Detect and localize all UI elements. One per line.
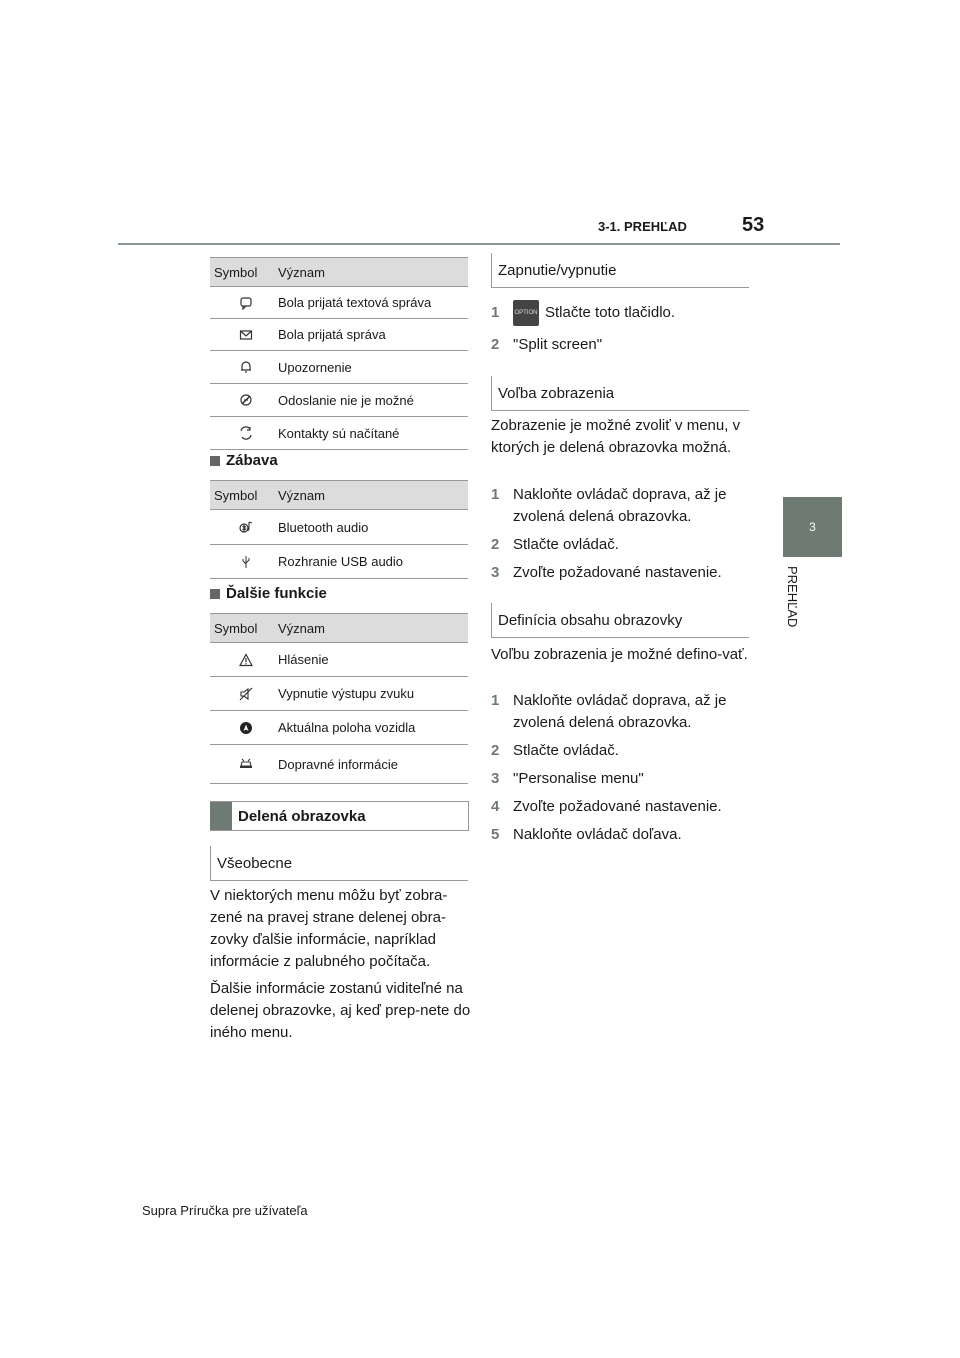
general-title: Všeobecne xyxy=(210,846,468,880)
step xyxy=(491,562,753,584)
zabava-heading xyxy=(210,452,278,469)
bullet-square xyxy=(210,589,220,599)
chapter-tab-label xyxy=(782,566,802,656)
general-paragraph-1: V niektorých menu môžu byť zobra-zené na pravej strane delenej obra-zovky ďalšie informácie, napríklad informácie z palubného počítača. xyxy=(210,887,448,970)
on-off-subsection xyxy=(491,253,749,288)
step-number: 4 xyxy=(491,798,500,815)
messages-symbol-table xyxy=(210,257,468,450)
row-text: Odoslanie nie je možné xyxy=(278,392,414,408)
table-row xyxy=(210,384,468,417)
step xyxy=(491,768,753,790)
symbol-column-header: Symbol xyxy=(214,264,258,280)
row-text: Kontakty sú načítané xyxy=(278,425,400,441)
speech-bubble-icon xyxy=(239,296,253,310)
screen-content-subsection xyxy=(491,603,749,638)
footer-text: Supra Príručka pre užívateľa xyxy=(142,1203,308,1218)
step xyxy=(491,824,753,846)
symbol-column-header: Symbol xyxy=(214,487,258,503)
bullet-square xyxy=(210,456,220,466)
step xyxy=(491,534,753,556)
row-text: Bola prijatá správa xyxy=(278,327,386,342)
screen-content-steps xyxy=(491,690,753,846)
option-button[interactable]: OPTION xyxy=(513,300,539,326)
table-row xyxy=(210,545,468,579)
row-text: Vypnutie výstupu zvuku xyxy=(278,686,415,701)
symbol-column-header: Symbol xyxy=(214,620,258,636)
step-number: 5 xyxy=(491,826,500,843)
section-title: 3-1. PREHĽAD xyxy=(598,219,687,234)
step-text: Stlačte ovládač. xyxy=(513,742,619,759)
table-header xyxy=(210,480,468,510)
envelope-icon xyxy=(239,328,253,342)
on-off-step-2 xyxy=(491,334,753,356)
table-row xyxy=(210,677,468,711)
step-number: 1 xyxy=(491,692,500,709)
chapter-tab-label-text: PREHĽAD xyxy=(785,566,800,628)
row-text: Hlásenie xyxy=(278,652,329,667)
table-row xyxy=(210,510,468,545)
view-selection-paragraph: Zobrazenie je možné zvoliť v menu, v ktorých je delená obrazovka možná. xyxy=(491,417,741,456)
dalsie-funkcie-heading xyxy=(210,585,327,602)
screen-content-paragraph: Voľbu zobrazenia je možné defino-vať. xyxy=(491,646,748,663)
on-off-step-1 xyxy=(491,300,753,326)
contacts-sync-icon xyxy=(239,426,253,440)
step xyxy=(491,690,753,734)
heading-bar xyxy=(210,802,232,830)
entertainment-symbol-table xyxy=(210,480,468,579)
step-text: "Split screen" xyxy=(513,336,603,353)
step-text: Nakloňte ovládač doľava. xyxy=(513,826,682,843)
step-text: Stlačte ovládač. xyxy=(513,536,619,553)
split-screen-heading xyxy=(210,801,469,831)
bell-icon xyxy=(239,360,253,374)
row-text: Bola prijatá textová správa xyxy=(278,295,432,310)
step-number: 1 xyxy=(491,304,500,321)
step-number: 2 xyxy=(491,742,500,759)
step-number: 3 xyxy=(491,564,500,581)
view-selection-steps xyxy=(491,484,753,584)
meaning-column-header: Význam xyxy=(278,264,325,280)
send-failed-icon xyxy=(239,393,253,407)
row-text: Rozhranie USB audio xyxy=(278,554,404,569)
bluetooth-audio-icon xyxy=(239,520,253,534)
row-text: Bluetooth audio xyxy=(278,519,369,535)
row-text: Upozornenie xyxy=(278,359,352,375)
meaning-column-header: Význam xyxy=(278,487,325,503)
mute-icon xyxy=(239,687,253,701)
other-functions-symbol-table xyxy=(210,613,468,784)
view-selection-title: Voľba zobrazenia xyxy=(491,376,749,410)
table-row xyxy=(210,711,468,745)
row-text: Dopravné informácie xyxy=(278,756,398,772)
step xyxy=(491,796,753,818)
zabava-title: Zábava xyxy=(226,452,278,469)
table-row xyxy=(210,417,468,450)
usb-icon xyxy=(239,555,253,569)
table-row xyxy=(210,643,468,677)
table-header xyxy=(210,257,468,287)
on-off-title: Zapnutie/vypnutie xyxy=(491,253,749,287)
traffic-info-icon xyxy=(239,757,253,771)
general-paragraph-2: Ďalšie informácie zostanú viditeľné na delenej obrazovke, aj keď prep-nete do iného menu. xyxy=(210,980,471,1041)
table-header xyxy=(210,613,468,643)
dalsie-funkcie-title: Ďalšie funkcie xyxy=(226,585,327,602)
page-number: 53 xyxy=(742,214,765,236)
step-text: Zvoľte požadované nastavenie. xyxy=(513,564,722,581)
step-number: 1 xyxy=(491,486,500,503)
table-row xyxy=(210,351,468,384)
view-selection-subsection xyxy=(491,376,749,411)
navigation-position-icon xyxy=(239,721,253,735)
split-screen-title: Delená obrazovka xyxy=(238,807,366,825)
step-number: 2 xyxy=(491,336,500,353)
warning-triangle-icon xyxy=(239,653,253,667)
step-text: "Personalise menu" xyxy=(513,770,644,787)
row-text: Aktuálna poloha vozidla xyxy=(278,720,416,735)
header-rule xyxy=(118,243,840,245)
step-text: Zvoľte požadované nastavenie. xyxy=(513,798,722,815)
meaning-column-header: Význam xyxy=(278,620,325,636)
step-text: Nakloňte ovládač doprava, až je zvolená delená obrazovka. xyxy=(513,486,727,525)
table-row xyxy=(210,287,468,319)
step-number: 2 xyxy=(491,536,500,553)
table-row xyxy=(210,745,468,784)
chapter-tab: 3 xyxy=(783,497,842,557)
screen-content-title: Definícia obsahu obrazovky xyxy=(491,603,749,637)
general-subsection xyxy=(210,846,468,881)
step-text: Nakloňte ovládač doprava, až je zvolená delená obrazovka. xyxy=(513,692,727,731)
step xyxy=(491,484,753,528)
step xyxy=(491,740,753,762)
table-row xyxy=(210,319,468,351)
step-number: 3 xyxy=(491,770,500,787)
step-text: Stlačte toto tlačidlo. xyxy=(545,304,676,321)
